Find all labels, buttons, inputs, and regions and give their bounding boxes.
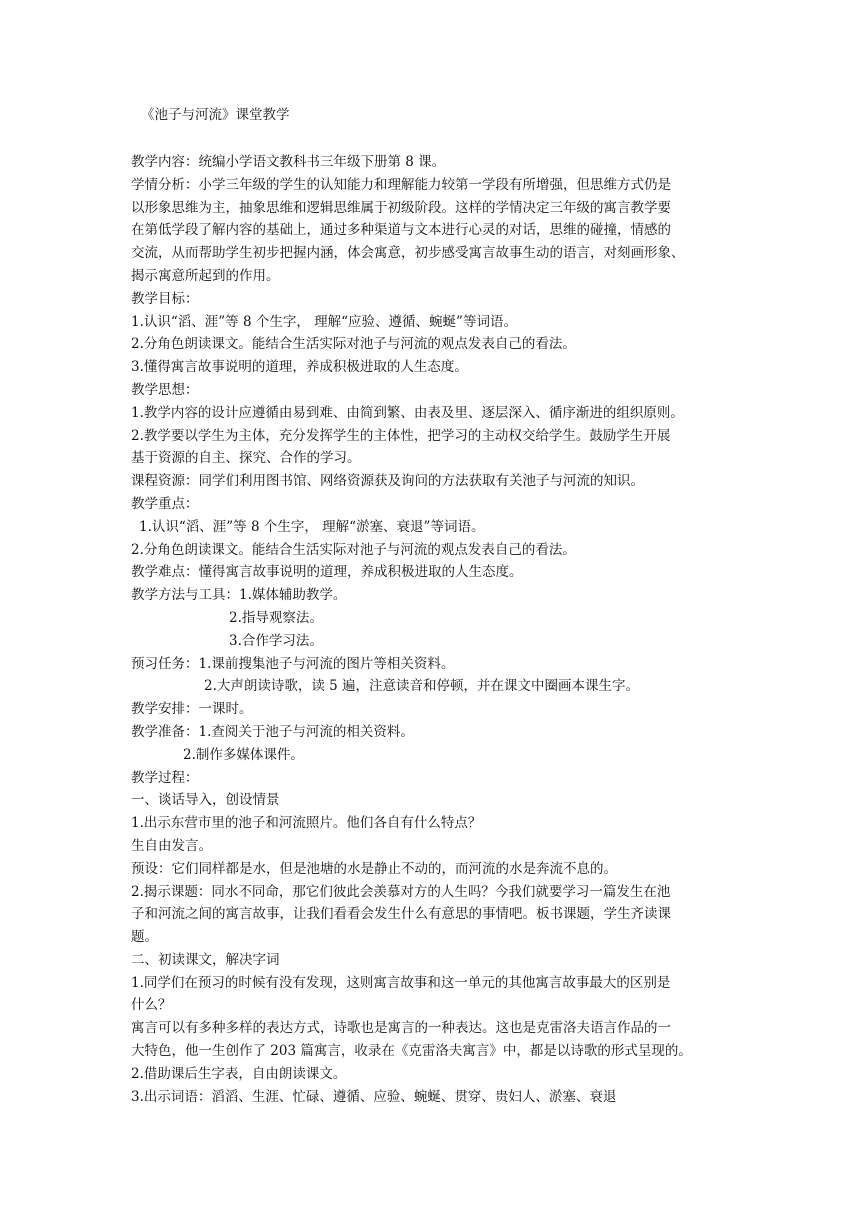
text-line: 学情分析：小学三年级的学生的认知能力和理解能力较第一学段有所增强，但思维方式仍是 bbox=[131, 176, 671, 193]
section-heading: 教学目标： bbox=[131, 290, 199, 307]
text-line: 2.分角色朗读课文。能结合生活实际对池子与河流的观点发表自己的看法。 bbox=[131, 336, 576, 353]
text-line: 3.合作学习法。 bbox=[229, 632, 323, 649]
text-line: 揭示寓意所起到的作用。 bbox=[131, 267, 280, 284]
text-line: 1.同学们在预习的时候有没有发现，这则寓言故事和这一单元的其他寓言故事最大的区别是 bbox=[131, 974, 671, 991]
text-line: 教学准备：1.查阅关于池子与河流的相关资料。 bbox=[131, 723, 414, 740]
text-line: 教学安排：一课时。 bbox=[131, 701, 253, 718]
section-heading: 教学思想： bbox=[131, 381, 199, 398]
text-line: 题。 bbox=[131, 929, 158, 946]
text-line: 以形象思维为主，抽象思维和逻辑思维属于初级阶段。这样的学情决定三年级的寓言教学要 bbox=[131, 199, 671, 216]
text-line: 2.制作多媒体课件。 bbox=[183, 746, 304, 763]
text-line: 寓言可以有多种多样的表达方式，诗歌也是寓言的一种表达。这也是克雷洛夫语言作品的一 bbox=[131, 1020, 671, 1037]
text-line: 2.借助课后生字表，自由朗读课文。 bbox=[131, 1065, 347, 1082]
document-body bbox=[131, 151, 731, 1108]
text-line: 2.大声朗读诗歌，读 5 遍，注意读音和停顿，并在课文中圈画本课生字。 bbox=[204, 678, 640, 695]
text-line: 子和河流之间的寓言故事，让我们看看会发生什么有意思的事情吧。板书课题，学生齐读课 bbox=[131, 906, 671, 923]
text-line: 课程资源：同学们利用图书馆、网络资源获及询问的方法获取有关池子与河流的知识。 bbox=[131, 473, 644, 490]
text-line: 1.教学内容的设计应遵循由易到难、由简到繁、由表及里、逐层深入、循序渐进的组织原则。 bbox=[131, 404, 684, 421]
text-line: 2.指导观察法。 bbox=[229, 609, 323, 626]
text-line: 什么？ bbox=[131, 997, 172, 1014]
text-line: 2.分角色朗读课文。能结合生活实际对池子与河流的观点发表自己的看法。 bbox=[131, 541, 576, 558]
text-line: 3.懂得寓言故事说明的道理，养成积极进取的人生态度。 bbox=[131, 359, 468, 376]
section-heading: 一、谈话导入，创设情景 bbox=[131, 792, 280, 809]
text-line: 教学方法与工具：1.媒体辅助教学。 bbox=[131, 587, 347, 604]
text-line: 教学难点：懂得寓言故事说明的道理，养成积极进取的人生态度。 bbox=[131, 564, 523, 581]
text-line: 2.揭示课题：同水不同命，那它们彼此会羡慕对方的人生吗？今我们就要学习一篇发生在池 bbox=[131, 883, 671, 900]
text-line: 基于资源的自主、探究、合作的学习。 bbox=[131, 450, 361, 467]
section-heading: 二、初读课文，解决字词 bbox=[131, 951, 280, 968]
text-line: 教学内容：统编小学语文教科书三年级下册第 8 课。 bbox=[131, 154, 446, 170]
text-line: 在第低学段了解内容的基础上，通过多种渠道与文本进行心灵的对话，思维的碰撞，情感的 bbox=[131, 222, 671, 239]
section-heading: 教学重点： bbox=[131, 495, 199, 512]
text-line: 1.认识“滔、涯”等 8 个生字， 理解“淤塞、衰退”等词语。 bbox=[139, 518, 485, 535]
text-line: 1.认识“滔、涯”等 8 个生字， 理解“应验、遵循、蜿蜒”等词语。 bbox=[131, 313, 517, 330]
text-line: 大特色，他一生创作了 203 篇寓言，收录在《克雷洛夫寓言》中，都是以诗歌的形式呈现的。 bbox=[131, 1043, 692, 1060]
text-line: 3.出示词语：滔滔、生涯、忙碌、遵循、应验、蜿蜒、贯穿、贵妇人、淤塞、衰退 bbox=[131, 1088, 617, 1105]
text-line: 2.教学要以学生为主体，充分发挥学生的主体性，把学习的主动权交给学生。鼓励学生开展 bbox=[131, 427, 671, 444]
text-line: 预设：它们同样都是水，但是池塘的水是静止不动的，而河流的水是奔流不息的。 bbox=[131, 860, 617, 877]
text-line: 交流，从而帮助学生初步把握内涵，体会寓意，初步感受寓言故事生动的语言，对刻画形象、 bbox=[131, 245, 685, 262]
text-line: 生自由发言。 bbox=[131, 837, 212, 854]
text-line: 1.出示东营市里的池子和河流照片。他们各自有什么特点？ bbox=[131, 815, 482, 832]
document-title: 《池子与河流》课堂教学 bbox=[141, 107, 290, 123]
text-line: 预习任务：1.课前搜集池子与河流的图片等相关资料。 bbox=[131, 655, 455, 672]
section-heading: 教学过程： bbox=[131, 769, 199, 786]
